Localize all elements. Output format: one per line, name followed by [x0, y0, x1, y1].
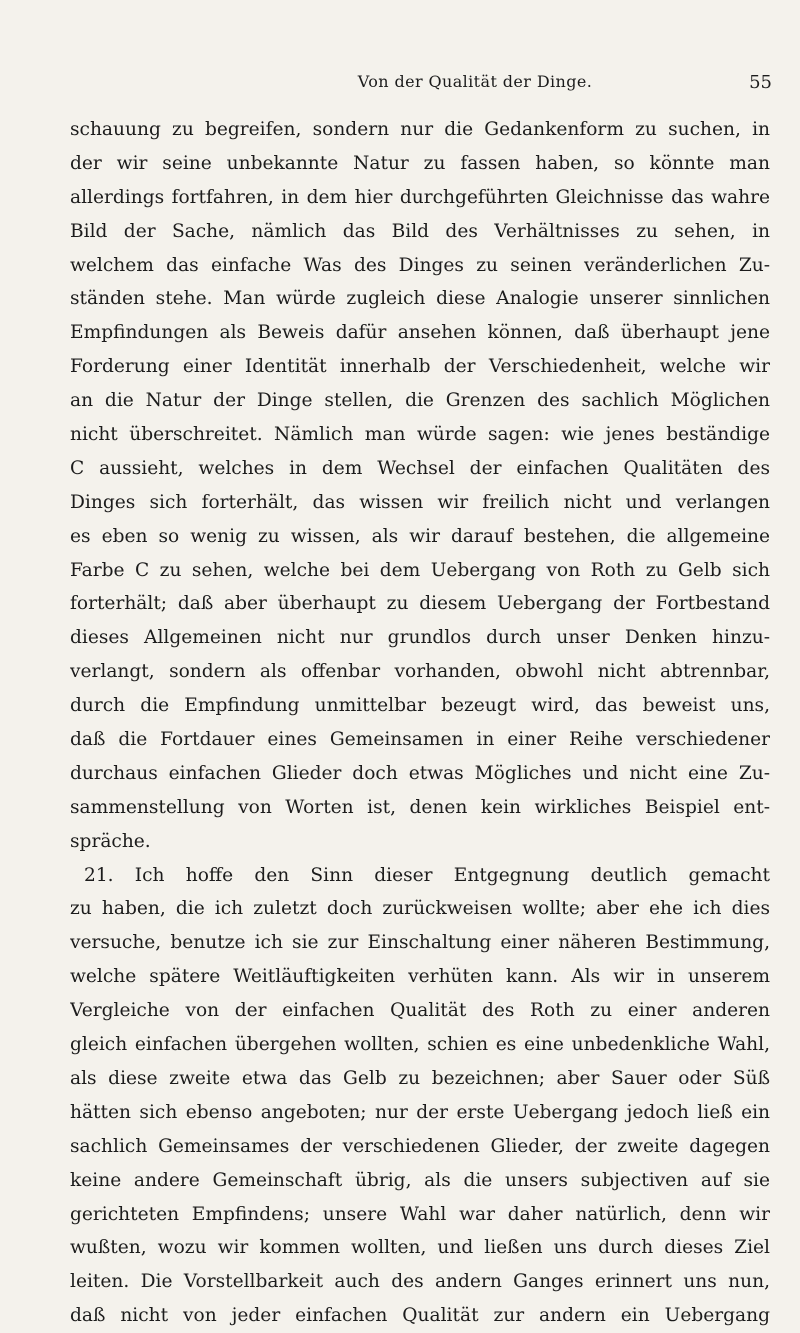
text-line: welchem das einfache Was des Dinges zu seinen veränderlichen Zu-: [70, 254, 770, 276]
text-line: keine andere Gemeinschaft übrig, als die unsers subjectiven auf sie: [70, 1169, 770, 1191]
text-line: allerdings fortfahren, in dem hier durchgeführten Gleichnisse das wahre: [70, 186, 770, 208]
text-line: forterhält; daß aber überhaupt zu diesem Uebergang der Fortbestand: [70, 593, 770, 615]
text-line: durch die Empfindung unmittelbar bezeugt wird, das beweist uns,: [70, 695, 770, 717]
text-line: durchaus einfachen Glieder doch etwas Mögliches und nicht eine Zu-: [70, 762, 770, 784]
text-line: Forderung einer Identität innerhalb der Verschiedenheit, welche wir: [70, 356, 770, 378]
text-line: dieses Allgemeinen nicht nur grundlos durch unser Denken hinzu-: [70, 627, 770, 649]
text-line: nicht überschreitet. Nämlich man würde sagen: wie jenes beständige: [70, 424, 770, 446]
text-line: C aussieht, welches in dem Wechsel der einfachen Qualitäten des: [70, 457, 770, 479]
running-title: Von der Qualität der Dinge.: [357, 72, 593, 91]
text-line: Farbe C zu sehen, welche bei dem Uebergang von Roth zu Gelb sich: [70, 559, 770, 581]
text-line: Bild der Sache, nämlich das Bild des Verhältnisses zu sehen, in: [70, 220, 770, 242]
text-line: an die Natur der Dinge stellen, die Grenzen des sachlich Möglichen: [70, 390, 770, 412]
text-line: Empfindungen als Beweis dafür ansehen können, daß überhaupt jene: [70, 322, 770, 344]
running-head: [0, 72, 800, 100]
text-line: sachlich Gemeinsames der verschiedenen Glieder, der zweite dagegen: [70, 1135, 770, 1157]
text-line: versuche, benutze ich sie zur Einschaltung einer näheren Bestimmung,: [70, 932, 770, 954]
page-number: 55: [749, 72, 772, 93]
text-line: wußten, wozu wir kommen wollten, und ließen uns durch dieses Ziel: [70, 1237, 770, 1259]
text-line: daß nicht von jeder einfachen Qualität zur andern ein Uebergang: [70, 1305, 770, 1327]
text-line: ständen stehe. Man würde zugleich diese Analogie unserer sinnlichen: [70, 288, 770, 310]
text-line: schauung zu begreifen, sondern nur die Gedankenform zu suchen, in: [70, 119, 770, 140]
text-line: welche spätere Weitläuftigkeiten verhüten kann. Als wir in unserem: [70, 966, 770, 988]
text-line: es eben so wenig zu wissen, als wir darauf bestehen, die allgemeine: [70, 525, 770, 547]
paragraph-end-line: spräche.: [70, 830, 151, 852]
text-line: zu haben, die ich zuletzt doch zurückweisen wollte; aber ehe ich dies: [70, 898, 770, 920]
text-line: sammenstellung von Worten ist, denen kein wirkliches Beispiel ent-: [70, 796, 770, 818]
text-line: gleich einfachen übergehen wollten, schien es eine unbedenkliche Wahl,: [70, 1034, 770, 1056]
text-line: als diese zweite etwa das Gelb zu bezeichnen; aber Sauer oder Süß: [70, 1067, 770, 1089]
section-21-first-line: 21. Ich hoffe den Sinn dieser Entgegnung deutlich gemacht: [84, 864, 770, 886]
text-line: Dinges sich forterhält, das wissen wir freilich nicht und verlangen: [70, 491, 770, 513]
text-line: verlangt, sondern als offenbar vorhanden, obwohl nicht abtrennbar,: [70, 661, 770, 683]
text-line: leiten. Die Vorstellbarkeit auch des andern Ganges erinnert uns nun,: [70, 1271, 770, 1293]
text-line: der wir seine unbekannte Natur zu fassen haben, so könnte man: [70, 152, 770, 174]
text-line: Vergleiche von der einfachen Qualität des Roth zu einer anderen: [70, 1000, 770, 1022]
text-line: hätten sich ebenso angeboten; nur der erste Uebergang jedoch ließ ein: [70, 1101, 770, 1123]
text-line: daß die Fortdauer eines Gemeinsamen in einer Reihe verschiedener: [70, 729, 770, 751]
text-line: gerichteten Empfindens; unsere Wahl war daher natürlich, denn wir: [70, 1203, 770, 1225]
body-text: [70, 113, 770, 1333]
